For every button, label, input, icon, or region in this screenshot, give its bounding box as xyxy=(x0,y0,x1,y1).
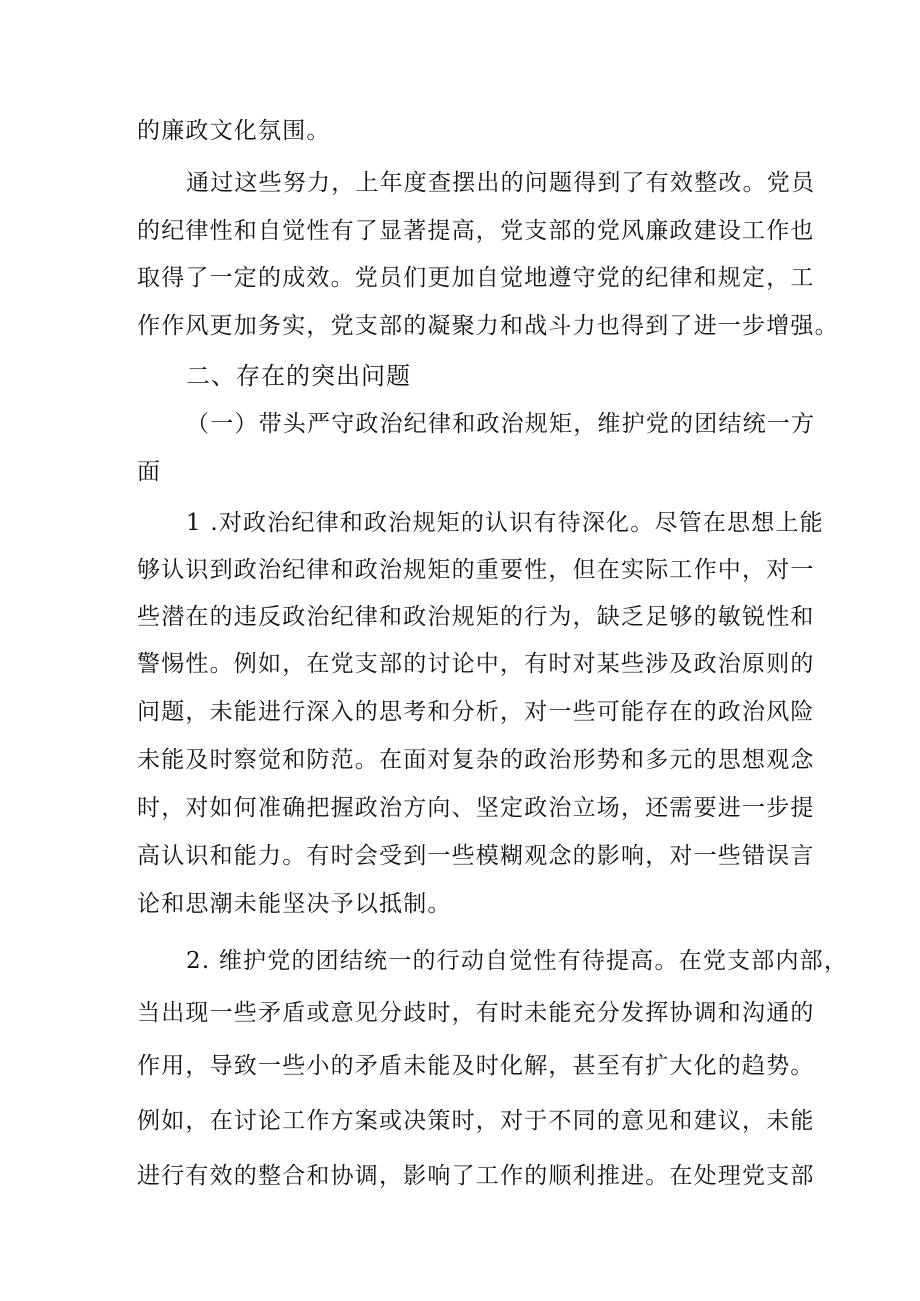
paragraph-line: 未能及时察觉和防范。在面对复杂的政治形势和多元的思想观念 xyxy=(137,747,815,773)
paragraph-line: 当出现一些矛盾或意见分歧时，有时未能充分发挥协调和沟通的 xyxy=(137,1000,815,1026)
subsection-heading-line: 面 xyxy=(137,459,162,485)
paragraph-line: 问题，未能进行深入的思考和分析，对一些可能存在的政治风险 xyxy=(137,699,815,725)
paragraph-line: 1 .对政治纪律和政治规矩的认识有待深化。尽管在思想上能 xyxy=(186,510,824,536)
paragraph-line: 例如，在讨论工作方案或决策时，对于不同的意见和建议，未能 xyxy=(137,1108,815,1134)
paragraph-line: 作用，导致一些小的矛盾未能及时化解，甚至有扩大化的趋势。 xyxy=(137,1053,815,1079)
paragraph-line: 够认识到政治纪律和政治规矩的重要性，但在实际工作中，对一 xyxy=(137,557,815,583)
subsection-heading-line: （一）带头严守政治纪律和政治规矩，维护党的团结统一方 xyxy=(186,411,816,437)
paragraph-line: 论和思潮未能坚决予以抵制。 xyxy=(137,891,452,917)
paragraph-line: 进行有效的整合和协调，影响了工作的顺利推进。在处理党支部 xyxy=(137,1163,815,1189)
paragraph-line: 的廉政文化氛围。 xyxy=(137,118,331,144)
paragraph-line: 警惕性。例如，在党支部的讨论中，有时对某些涉及政治原则的 xyxy=(137,651,815,677)
paragraph-line: 的纪律性和自觉性有了显著提高，党支部的党风廉政建设工作也 xyxy=(137,218,815,244)
paragraph-line: 些潜在的违反政治纪律和政治规矩的行为，缺乏足够的敏锐性和 xyxy=(137,604,815,630)
paragraph-line: 取得了一定的成效。党员们更加自觉地遵守党的纪律和规定，工 xyxy=(137,265,815,291)
paragraph-line: 时，对如何准确把握政治方向、坚定政治立场，还需要进一步提 xyxy=(137,795,815,821)
paragraph-line: 高认识和能力。有时会受到一些模糊观念的影响，对一些错误言 xyxy=(137,843,815,869)
paragraph-line: 通过这些努力，上年度查摆出的问题得到了有效整改。党员 xyxy=(186,170,816,196)
paragraph-line: 2. 维护党的团结统一的行动自觉性有待提高。在党支部内部， xyxy=(186,948,849,974)
section-heading: 二、存在的突出问题 xyxy=(186,362,411,390)
paragraph-line: 作作风更加务实，党支部的凝聚力和战斗力也得到了进一步增强。 xyxy=(137,313,839,339)
